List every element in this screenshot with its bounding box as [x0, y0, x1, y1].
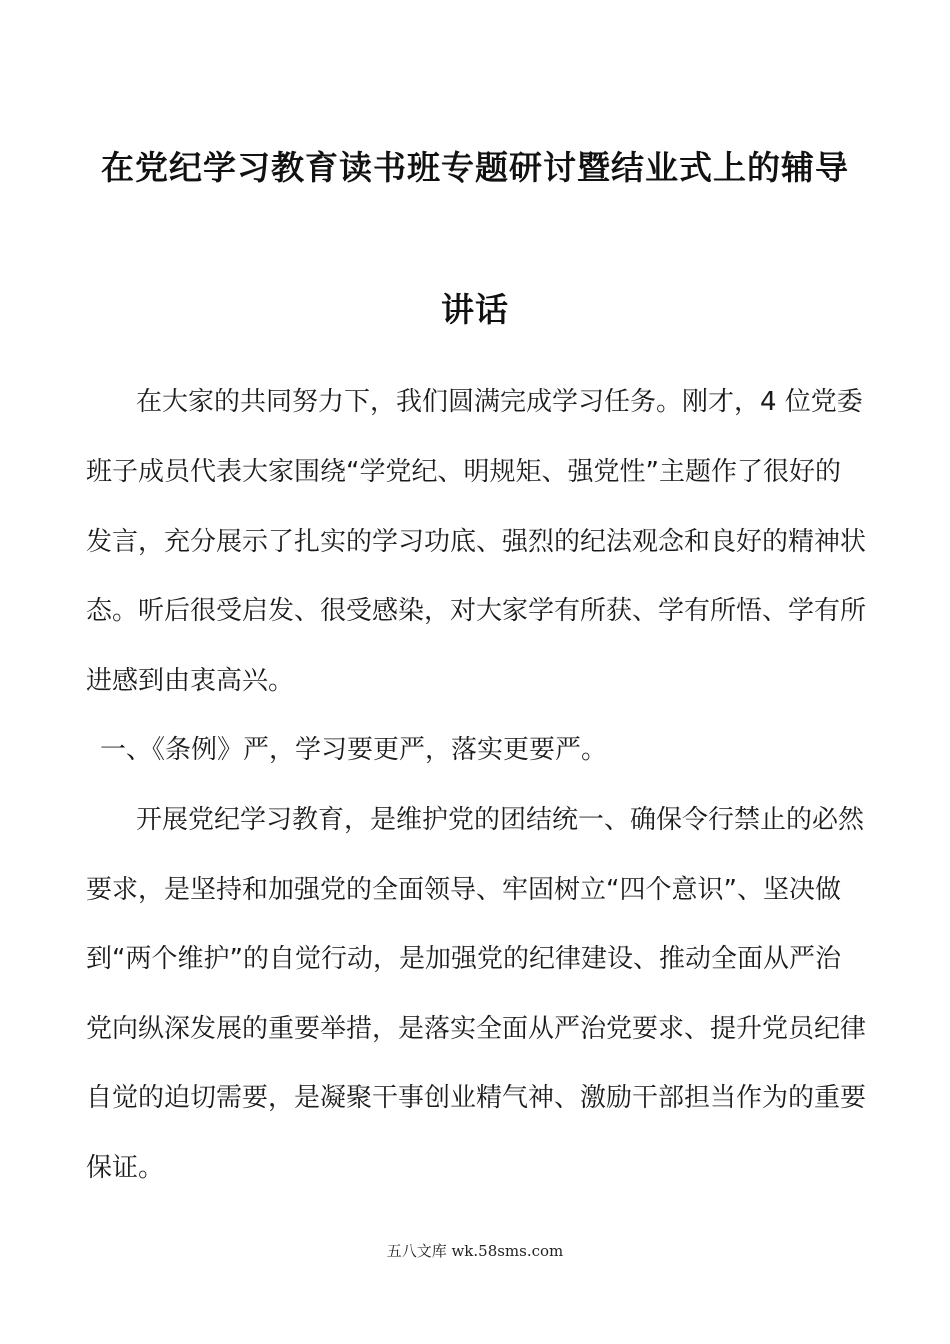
paragraph-2-line-1: 开展党纪学习教育，是维护党的团结统一、确保令行禁止的必然 — [136, 805, 865, 835]
paragraph-2-line-2: 要求，是坚持和加强党的全面领导、牢固树立“四个意识”、坚决做 — [86, 875, 841, 905]
paragraph-1-line-1: 在大家的共同努力下，我们圆满完成学习任务。刚才，4 位党委 — [136, 387, 863, 417]
footer-watermark-text: 五八文库 wk.58sms.com — [386, 1242, 564, 1260]
paragraph-1-line-5: 进感到由衷高兴。 — [86, 666, 295, 696]
paragraph-2-line-4: 党向纵深发展的重要举措，是落实全面从严治党要求、提升党员纪律 — [86, 1014, 867, 1044]
paragraph-1-line-2: 班子成员代表大家围绕“学党纪、明规矩、强党性”主题作了很好的 — [86, 457, 841, 487]
document-title-line-1: 在党纪学习教育读书班专题研讨暨结业式上的辅导 — [101, 148, 849, 187]
paragraph-2-line-3: 到“两个维护”的自觉行动，是加强党的纪律建设、推动全面从严治 — [86, 944, 841, 974]
section-heading-1: 一、《条例》严，学习要更严，落实更要严。 — [100, 735, 608, 765]
paragraph-1-line-4: 态。听后很受启发、很受感染，对大家学有所获、学有所悟、学有所 — [86, 596, 867, 626]
paragraph-1-line-3: 发言，充分展示了扎实的学习功底、强烈的纪法观念和良好的精神状 — [86, 527, 867, 557]
paragraph-2-line-6: 保证。 — [86, 1153, 165, 1183]
document-title-line-2: 讲话 — [441, 290, 509, 329]
paragraph-2-line-5: 自觉的迫切需要，是凝聚干事创业精气神、激励干部担当作为的重要 — [86, 1083, 867, 1113]
